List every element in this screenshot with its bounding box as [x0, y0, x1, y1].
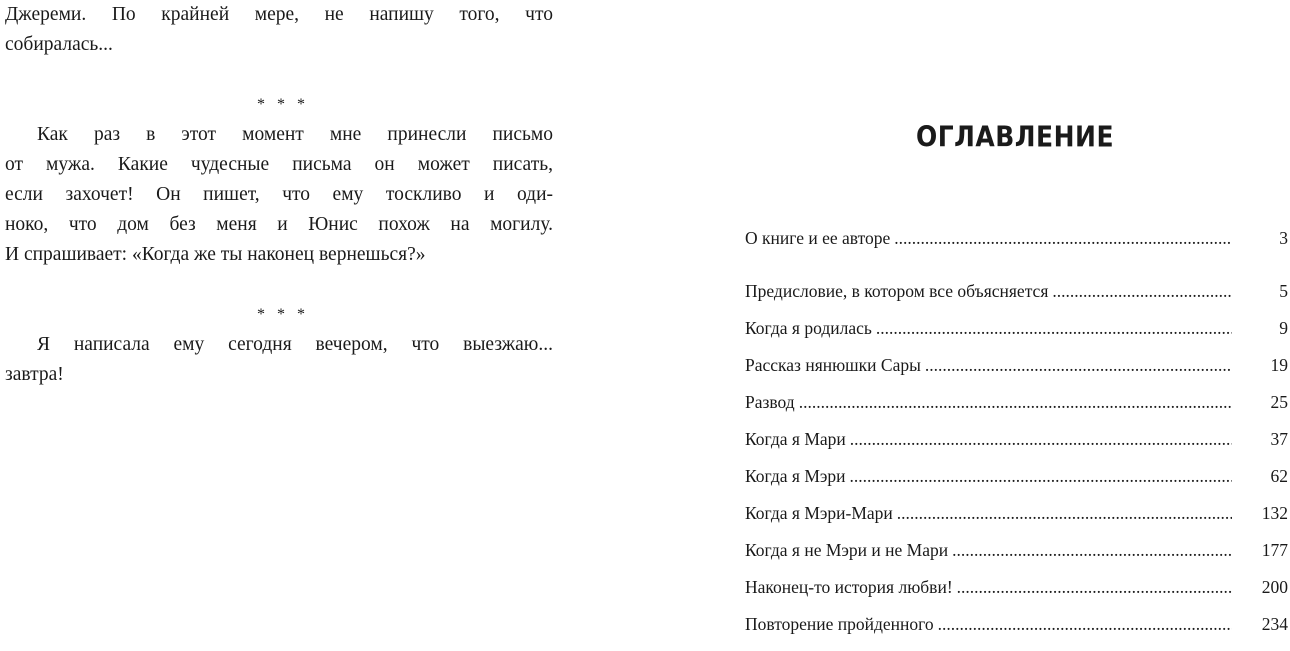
toc-leader-dots — [952, 540, 1232, 561]
toc-entry — [745, 429, 1288, 466]
section-separator: * * * — [257, 96, 309, 113]
toc-entry — [745, 392, 1288, 429]
text-line: И спрашивает: «Когда же ты наконец вернешься?» — [5, 244, 426, 265]
toc-entry-title: Когда я Мэри — [745, 466, 846, 486]
toc-leader-dots — [799, 392, 1232, 413]
toc-entry-page: 25 — [1270, 392, 1288, 412]
toc-entry-title: Рассказ нянюшки Сары — [745, 355, 921, 375]
toc-entry-title: Когда я Мэри-Мари — [745, 503, 893, 523]
text-line: Я написала ему сегодня вечером, что выезжаю... — [37, 334, 553, 355]
table-of-contents — [745, 228, 1288, 651]
blank-line — [5, 270, 553, 300]
toc-entry-title: Повторение пройденного — [745, 614, 934, 634]
text-line: завтра! — [5, 364, 64, 385]
toc-entry — [745, 228, 1288, 281]
toc-leader-dots — [876, 318, 1232, 339]
toc-entry-title: Предисловие, в котором все объясняется — [745, 281, 1049, 301]
toc-leader-dots — [897, 503, 1232, 524]
toc-entry — [745, 577, 1288, 614]
toc-leader-dots — [850, 429, 1232, 450]
toc-title: ОГЛАВЛЕНИЕ — [915, 120, 1115, 154]
toc-leader-dots — [1052, 281, 1232, 302]
toc-entry — [745, 540, 1288, 577]
text-line: Джереми. По крайней мере, не напишу того, что — [5, 4, 553, 25]
toc-entry-page: 200 — [1261, 577, 1288, 597]
toc-entry-title: Когда я родилась — [745, 318, 872, 338]
toc-entry-title: Когда я Мари — [745, 429, 846, 449]
text-line: собиралась... — [5, 34, 113, 55]
toc-entry — [745, 614, 1288, 651]
text-line: если захочет! Он пишет, что ему тоскливо и оди- — [5, 184, 553, 205]
toc-leader-dots — [957, 577, 1232, 598]
toc-entry-page: 234 — [1261, 614, 1288, 634]
section-separator: * * * — [257, 306, 309, 323]
toc-entry — [745, 503, 1288, 540]
text-line: ноко, что дом без меня и Юнис похож на могилу. — [5, 214, 553, 235]
toc-leader-dots — [894, 228, 1232, 249]
toc-entry-title: Наконец-то история любви! — [745, 577, 953, 597]
toc-leader-dots — [925, 355, 1232, 376]
toc-entry-page: 62 — [1270, 466, 1288, 486]
left-page-text — [5, 0, 553, 390]
text-line: от мужа. Какие чудесные письма он может писать, — [5, 154, 553, 175]
toc-entry-page: 5 — [1279, 281, 1288, 301]
toc-entry — [745, 355, 1288, 392]
toc-leader-dots — [938, 614, 1232, 635]
toc-entry-page: 19 — [1270, 355, 1288, 375]
toc-entry-page: 3 — [1279, 228, 1288, 248]
toc-entry-page: 177 — [1261, 540, 1288, 560]
toc-entry — [745, 281, 1288, 318]
toc-entry-page: 132 — [1261, 503, 1288, 523]
toc-entry-page: 37 — [1270, 429, 1288, 449]
blank-line — [5, 60, 553, 90]
toc-entry — [745, 466, 1288, 503]
toc-leader-dots — [850, 466, 1232, 487]
toc-entry-title: Когда я не Мэри и не Мари — [745, 540, 949, 560]
toc-entry — [745, 318, 1288, 355]
toc-entry-title: О книге и ее авторе — [745, 228, 891, 248]
text-line: Как раз в этот момент мне принесли письмо — [37, 124, 553, 145]
toc-entry-title: Развод — [745, 392, 795, 412]
toc-entry-page: 9 — [1279, 318, 1288, 338]
